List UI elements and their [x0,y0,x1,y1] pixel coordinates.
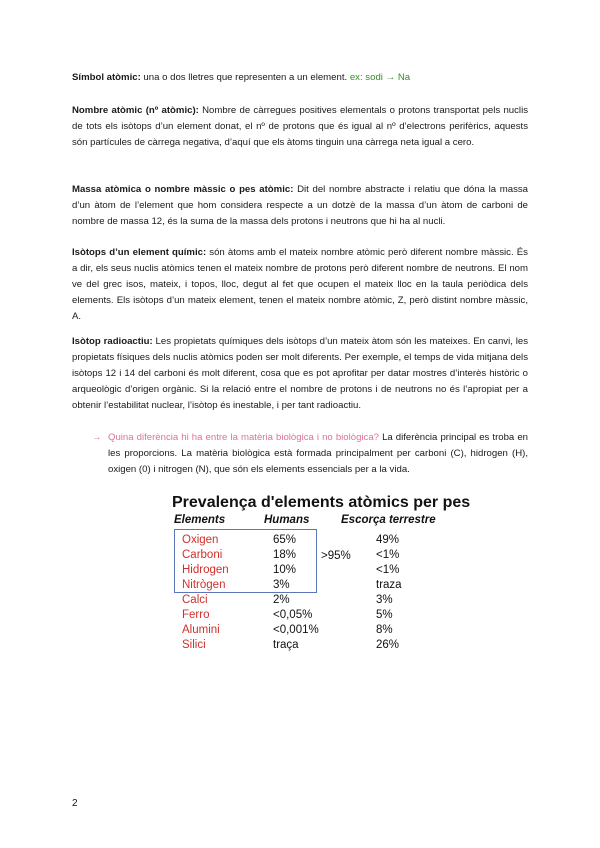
definition-atomic-number: Nombre atòmic (nº atòmic): Nombre de càrregues positives elementals o protons transportat pels nuclis de tots els isòtops d’un element donat, el nº de protons que és igual al nº d’electrons perifèrics, aquests són partícules de càrrega negativa, d’aquí que els àtoms tinguin una càrrega neta igual a cero. [72,105,528,148]
table-cell-crust: <1% [376,549,400,561]
table-title: Prevalença d'elements atòmics per pes [172,494,471,511]
definition-symbol: Símbol atòmic: una o dos lletres que representen a un element. ex: sodi → Na [72,72,411,83]
table-cell-crust: 3% [376,594,393,606]
page-number: 2 [72,798,78,809]
table-cell-humans: 10% [273,564,297,576]
table-cell-crust: 5% [376,609,393,621]
table-cell-humans: <0,05% [273,609,313,621]
column-header-humans: Humans [264,514,310,526]
table-cell-element: Calci [182,594,208,606]
definition-atomic-mass: Massa atòmica o nombre màssic o pes atòmic: Dit del nombre abstracte i relatiu que dóna la massa d’un àtom de l’element que hom considera respecte a un dotzè de la massa d’un àtom de carboni de nombre de massa 12, és la suma de la massa dels protons i neutrons que hi ha al nucli. [72,184,528,227]
table-cell-humans: 65% [273,534,297,546]
table-cell-crust: 26% [376,639,400,651]
table-cell-humans: <0,001% [273,624,319,636]
question: Quina diferència hi ha entre la matèria biològica i no biològica? [108,432,380,443]
arrow-icon: → [92,432,102,443]
table-cell-element: Alumini [182,624,220,636]
term: Massa atòmica o nombre màssic o pes atòmic: [72,184,294,195]
table-cell-crust: traza [376,579,402,591]
table-cell-humans: traça [273,639,299,651]
definition-radioactive-isotope: Isòtop radioactiu: Les propietats químiques dels isòtops d’un mateix àtom són les mateixes. En canvi, les propietats físiques dels nuclis atòmics poden ser molt diferents. Per exemple, el temps de vida mitjana dels isòtops 12 i 14 del carboni és molt diferent, cosa que es pot aprofitar per datar mostres d’interès històric o arqueològic d’origen orgànic. Si la relació entre el nombre de protons i de neutrons no és l’apropiat per a obtenir l’estabilitat nuclear, l’isòtop és inestable, i per tant radioactiu. [72,336,528,411]
table-cell-element: Nitrògen [182,579,226,591]
definition-isotopes: Isòtops d’un element químic: són àtoms amb el mateix nombre atòmic però diferent nombre màssic. És a dir, els seus nuclis atòmics tenen el mateix nombre de protons però diferent nombre de neutrons. El nom ve del grec isos, mateix, i topos, lloc, degut al fet que ocupen el mateix lloc en la taula periòdica dels elements. Els isòtops d’un mateix element, tenen el mateix nombre atòmic, Z, però distint nombre màssic, A. [72,247,528,322]
group-percentage-label: >95% [321,550,351,562]
table-cell-element: Carboni [182,549,223,561]
column-header-crust: Escorça terrestre [341,514,436,526]
table-cell-humans: 2% [273,594,290,606]
example: ex: sodi → Na [349,72,411,83]
table-cell-element: Hidrogen [182,564,229,576]
table-cell-crust: 49% [376,534,400,546]
bullet-question: Quina diferència hi ha entre la matèria biològica i no biològica? La diferència principal es troba en les proporcions. La matèria biològica està formada principalment per carboni (C), hidrogen (H), oxigen (0) i nitrogen (N), que són els elements essencials per a la vida. [108,432,528,475]
term: Isòtops d’un element químic: [72,247,207,258]
term: Nombre atòmic (nº atòmic): [72,105,199,116]
table-cell-crust: <1% [376,564,400,576]
table-cell-humans: 18% [273,549,297,561]
table-cell-element: Oxigen [182,534,219,546]
table-cell-element: Silici [182,639,206,651]
table-cell-crust: 8% [376,624,393,636]
table-cell-humans: 3% [273,579,290,591]
term: Isòtop radioactiu: [72,336,153,347]
term: Símbol atòmic: [72,72,141,83]
column-header-elements: Elements [174,514,226,526]
table-cell-element: Ferro [182,609,210,621]
